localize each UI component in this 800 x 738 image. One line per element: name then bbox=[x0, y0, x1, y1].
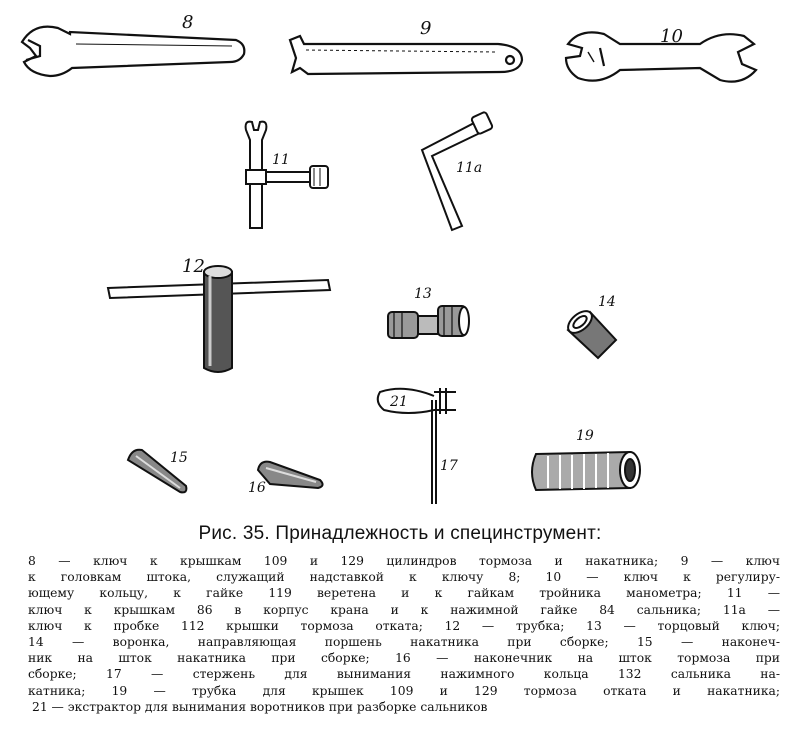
legend-line: 21 — экстрактор для вынимания воротников при разборке сальников bbox=[32, 699, 488, 714]
tool-13-socket-wrench bbox=[388, 306, 469, 338]
legend-line: ключ к крышкам 86 в корпус крана и к нажимной гайке 84 сальника; 11а — bbox=[28, 602, 780, 617]
tool-17-rod bbox=[432, 400, 436, 504]
tool-label-13: 13 bbox=[414, 286, 432, 302]
tool-12-tube bbox=[108, 266, 330, 372]
tool-16-cone-tip bbox=[258, 462, 323, 488]
legend-line: к головкам штока, служащий надставкой к ключу 8; 10 — ключ к регулиру- bbox=[28, 570, 780, 585]
legend-line: ющему кольцу, к гайке 119 веретена и к гайкам тройника манометра; 11 — bbox=[28, 586, 780, 601]
tool-label-16: 16 bbox=[248, 480, 266, 496]
tool-label-11a: 11a bbox=[456, 160, 483, 176]
tool-11-socket-key bbox=[246, 122, 328, 228]
tool-label-9: 9 bbox=[420, 18, 432, 39]
tool-label-11: 11 bbox=[272, 152, 290, 168]
legend-line: ключ к пробке 112 крышки тормоза отката; 12 — трубка; 13 — торцовый ключ; bbox=[28, 618, 780, 633]
tool-label-15: 15 bbox=[170, 450, 188, 466]
legend-line: 14 — воронка, направляющая поршень накатника при сборке; 15 — наконеч- bbox=[28, 635, 780, 650]
tool-14-funnel bbox=[564, 307, 616, 358]
figure-legend bbox=[28, 553, 780, 715]
tool-label-17: 17 bbox=[440, 458, 458, 474]
figure-caption: Рис. 35. Принадлежность и специнструмент: bbox=[198, 523, 602, 544]
tool-8-wrench bbox=[22, 27, 244, 76]
tool-label-19: 19 bbox=[576, 428, 594, 444]
legend-line: катника; 19 — трубка для крышек 109 и 129 тормоза отката и накатника; bbox=[28, 683, 780, 698]
tool-label-21: 21 bbox=[390, 394, 408, 410]
legend-line: ник на шток накатника при сборке; 16 — наконечник на шток тормоза при bbox=[28, 651, 780, 666]
tool-19-tube bbox=[532, 452, 640, 490]
tool-label-10: 10 bbox=[660, 26, 683, 47]
tool-label-8: 8 bbox=[182, 12, 194, 33]
tool-label-12: 12 bbox=[182, 256, 205, 277]
tool-label-14: 14 bbox=[598, 294, 616, 310]
legend-line: 8 — ключ к крышкам 109 и 129 цилиндров тормоза и накатника; 9 — ключ bbox=[28, 554, 780, 568]
tool-9-flat-key bbox=[290, 36, 522, 74]
legend-line: сборке; 17 — стержень для вынимания нажимного кольца 132 сальника на- bbox=[28, 667, 780, 682]
